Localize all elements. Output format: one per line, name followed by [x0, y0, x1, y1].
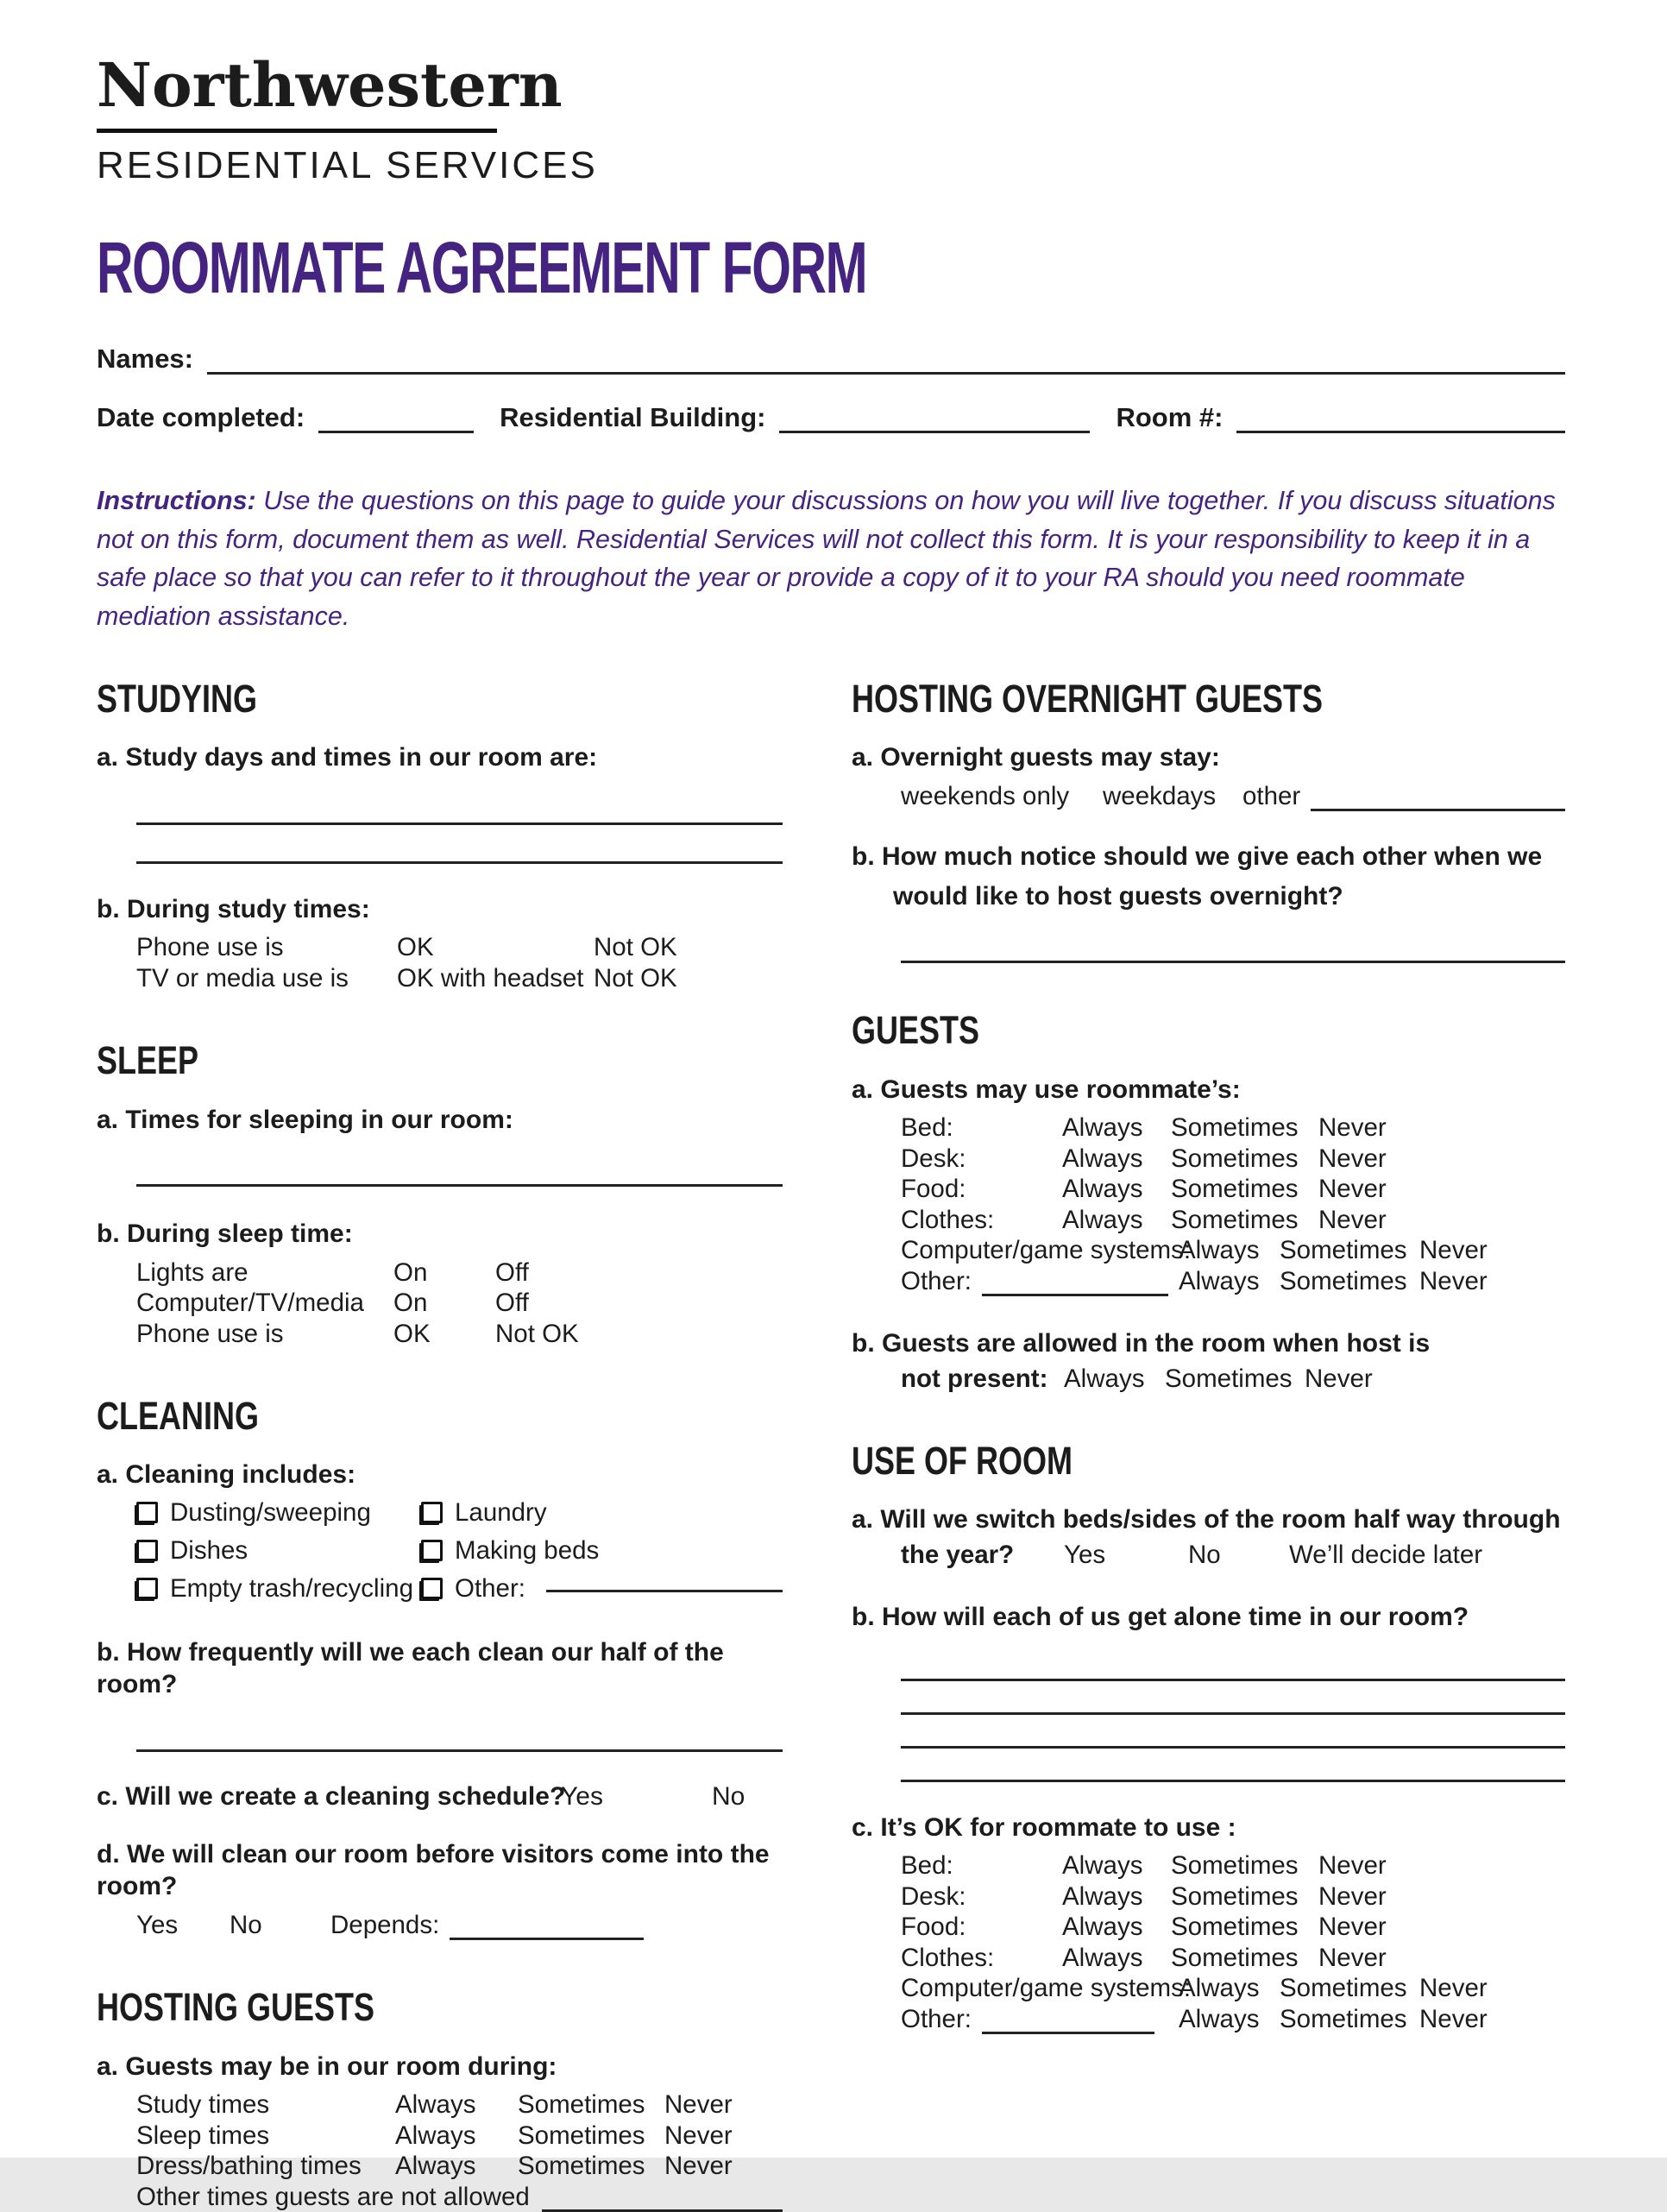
overnight-options-row	[901, 781, 1565, 812]
option[interactable]: Sometimes	[1171, 1175, 1299, 1204]
option[interactable]: Always	[1062, 1175, 1143, 1204]
option[interactable]: Sometimes	[1171, 1913, 1299, 1942]
hosting-guests-question-a: a. Guests may be in our room during:	[97, 2051, 557, 2081]
row-label: Phone use is	[136, 933, 284, 962]
option[interactable]: Always	[1179, 1974, 1260, 2003]
checkbox-label: Dishes	[170, 1535, 248, 1565]
checkbox-icon[interactable]	[136, 1540, 158, 1561]
option[interactable]: We’ll decide later	[1289, 1540, 1483, 1569]
names-label: Names:	[97, 343, 193, 374]
writein-line[interactable]	[901, 919, 1565, 963]
option[interactable]: Sometimes	[1280, 1974, 1407, 2003]
other-times-row	[136, 2182, 783, 2212]
option[interactable]: On	[393, 1289, 428, 1318]
section-sleep	[97, 1040, 783, 1349]
instructions-paragraph	[97, 482, 1565, 635]
sleep-heading: SLEEP	[97, 1038, 199, 1083]
option[interactable]: Yes	[136, 1910, 179, 1939]
row-label: Clothes:	[901, 1205, 995, 1234]
row-label: Sleep times	[136, 2121, 270, 2150]
option-row	[901, 1174, 1565, 1205]
option-row	[901, 1144, 1565, 1175]
overnight-question-a: a. Overnight guests may stay:	[852, 743, 1220, 772]
header	[97, 49, 1565, 308]
overnight-heading: HOSTING OVERNIGHT GUESTS	[852, 677, 1324, 722]
option[interactable]: No	[1188, 1540, 1221, 1569]
option[interactable]: Sometimes	[518, 2121, 645, 2150]
writein-line[interactable]	[136, 781, 783, 825]
division-title: RESIDENTIAL SERVICES	[97, 144, 598, 186]
studying-question-a: a. Study days and times in our room are:	[97, 743, 598, 772]
sleep-question-a: a. Times for sleeping in our room:	[97, 1105, 513, 1134]
checkbox-icon[interactable]	[421, 1540, 443, 1561]
other-option	[1242, 781, 1565, 812]
studying-question-b: b. During study times:	[97, 894, 370, 923]
option-row	[901, 1266, 1565, 1297]
writein-line[interactable]	[901, 1749, 1565, 1782]
option[interactable]: Sometimes	[1171, 1851, 1299, 1881]
option[interactable]: Sometimes	[1171, 1144, 1299, 1173]
row-label: Other:	[901, 1266, 972, 1295]
option[interactable]: Always	[395, 2121, 476, 2150]
option[interactable]: Always	[1064, 1364, 1145, 1393]
option[interactable]: Never	[1318, 1913, 1387, 1942]
row-label: Desk:	[901, 1881, 966, 1911]
option-row	[901, 1912, 1565, 1943]
option[interactable]: No	[712, 1781, 745, 1811]
option[interactable]: Always	[395, 2152, 476, 2181]
option-row	[136, 2121, 783, 2152]
option[interactable]: Sometimes	[518, 2152, 645, 2181]
row-label: TV or media use is	[136, 963, 349, 993]
option[interactable]: OK	[397, 933, 434, 962]
row-label: Food:	[901, 1913, 966, 1942]
option[interactable]: Off	[495, 1257, 529, 1287]
option[interactable]: Never	[1318, 1175, 1387, 1204]
option[interactable]: Never	[1419, 1236, 1488, 1265]
cleaning-question-a: a. Cleaning includes:	[97, 1460, 356, 1490]
overnight-question-b-line1: b. How much notice should we give each other when we	[852, 842, 1543, 872]
option[interactable]: Never	[1419, 1974, 1488, 2003]
row-label: Clothes:	[901, 1943, 995, 1972]
other-writein-line[interactable]	[546, 1585, 783, 1592]
option[interactable]: Never	[1318, 1205, 1387, 1234]
names-row	[97, 343, 1565, 375]
instructions-label: Instructions:	[97, 486, 256, 515]
row-label: Food:	[901, 1175, 966, 1204]
option[interactable]: Always	[1062, 1113, 1143, 1143]
option-row	[901, 1112, 1565, 1144]
option[interactable]: Always	[1179, 1236, 1260, 1265]
section-use-of-room	[852, 1440, 1565, 2034]
option[interactable]: Always	[1062, 1881, 1143, 1911]
names-writein-line[interactable]	[207, 365, 1565, 375]
option[interactable]: Never	[1419, 1266, 1488, 1295]
checkbox-icon[interactable]	[421, 1578, 443, 1599]
studying-heading: STUDYING	[97, 677, 258, 722]
use-of-room-question-a-options	[901, 1540, 1565, 1571]
checkbox-icon[interactable]	[421, 1502, 443, 1523]
left-column	[97, 678, 783, 2212]
option[interactable]: Never	[1318, 1881, 1387, 1911]
option[interactable]: Never	[1318, 1851, 1387, 1881]
option[interactable]: Sometimes	[1171, 1881, 1299, 1911]
writein-line[interactable]	[901, 1681, 1565, 1715]
checkbox-label: Other:	[455, 1573, 525, 1603]
date-completed-label: Date completed:	[97, 402, 305, 432]
use-of-room-question-b: b. How will each of us get alone time in our room?	[852, 1603, 1469, 1632]
cleaning-question-d-options	[136, 1910, 783, 1941]
option[interactable]: OK with headset	[397, 963, 584, 993]
option-row	[901, 2004, 1565, 2035]
other-writein-line[interactable]	[1311, 804, 1565, 811]
section-cleaning	[97, 1396, 783, 1940]
option[interactable]: Always	[1062, 1943, 1143, 1972]
depends-writein-line[interactable]	[450, 1932, 644, 1940]
checkbox-item	[136, 1574, 421, 1604]
date-row	[97, 402, 1565, 433]
cleaning-heading: CLEANING	[97, 1394, 259, 1439]
option-row	[901, 1235, 1565, 1266]
option[interactable]: Never	[1305, 1364, 1373, 1393]
cleaning-checkbox-grid	[136, 1498, 783, 1604]
row-label: Computer/game systems:	[901, 1236, 1192, 1265]
row-label: Lights are	[136, 1257, 248, 1287]
cleaning-question-c: c. Will we create a cleaning schedule?	[97, 1781, 566, 1811]
other-times-label: Other times guests are not allowed	[136, 2182, 530, 2211]
option-row	[901, 1881, 1565, 1913]
other-label-with-line	[901, 1266, 1179, 1297]
section-hosting-guests	[97, 1987, 783, 2212]
depends-option	[330, 1910, 783, 1941]
checkbox-icon[interactable]	[136, 1578, 158, 1599]
option[interactable]: Sometimes	[1171, 1113, 1299, 1143]
option[interactable]: Always	[1062, 1144, 1143, 1173]
option[interactable]: Not OK	[594, 963, 677, 993]
writein-line[interactable]	[136, 825, 783, 864]
option-row	[136, 2089, 783, 2121]
option[interactable]: Yes	[1064, 1540, 1106, 1569]
option-row	[901, 1205, 1565, 1236]
option[interactable]: other	[1242, 781, 1301, 810]
row-label: Bed:	[901, 1851, 953, 1881]
row-label: Study times	[136, 2090, 270, 2120]
form-title: ROOMMATE AGREEMENT FORM	[97, 227, 867, 308]
option-row	[901, 1850, 1565, 1881]
option-row	[136, 1288, 783, 1319]
checkbox-label: Dusting/sweeping	[170, 1497, 371, 1527]
checkbox-item	[421, 1498, 783, 1528]
option-row	[901, 1943, 1565, 1974]
other-writein-line[interactable]	[982, 2026, 1154, 2034]
option-row	[901, 1973, 1565, 2004]
guests-question-b-line1: b. Guests are allowed in the room when host is	[852, 1329, 1431, 1358]
option[interactable]: Sometimes	[1280, 1236, 1407, 1265]
option[interactable]: Sometimes	[1280, 1266, 1407, 1295]
row-label: Other:	[901, 2004, 972, 2033]
option[interactable]: Yes	[561, 1781, 603, 1811]
two-column-body	[97, 678, 1565, 2212]
writein-line[interactable]	[901, 1641, 1565, 1681]
option[interactable]: Not OK	[594, 933, 677, 962]
option[interactable]: Always	[395, 2090, 476, 2120]
checkbox-label: Laundry	[455, 1497, 547, 1527]
cleaning-question-b: b. How frequently will we each clean our half of the room?	[97, 1637, 724, 1699]
use-of-room-question-a-line1: a. Will we switch beds/sides of the room half way through	[852, 1505, 1561, 1535]
option[interactable]: Always	[1179, 1266, 1260, 1295]
guests-heading: GUESTS	[852, 1008, 980, 1053]
checkbox-label: Making beds	[455, 1535, 600, 1565]
option[interactable]: Never	[1318, 1113, 1387, 1143]
residential-building-label: Residential Building:	[500, 402, 766, 432]
guests-question-b-options	[901, 1364, 1565, 1395]
checkbox-item	[136, 1498, 421, 1528]
row-label: Phone use is	[136, 1319, 284, 1348]
option[interactable]: Sometimes	[1280, 2004, 1407, 2033]
use-of-room-heading: USE OF ROOM	[852, 1439, 1073, 1484]
writein-line[interactable]	[136, 1708, 783, 1752]
option-row	[136, 1319, 783, 1350]
checkbox-item	[421, 1574, 783, 1604]
option[interactable]: Sometimes	[1165, 1364, 1293, 1393]
option[interactable]: Always	[1062, 1205, 1143, 1234]
option-row	[136, 963, 783, 994]
row-label: Desk:	[901, 1144, 966, 1173]
other-times-writein-line[interactable]	[542, 2204, 783, 2212]
option[interactable]: Never	[1318, 1144, 1387, 1173]
instructions-text: Use the questions on this page to guide your discussions on how you will live together. If you discuss situations not on this form, document them as well. Residential Services will not collect this form. It is your responsibility to keep it in a safe place so that you can refer to it throughout the year or provide a copy of it to your RA should you need roommate mediation assistance.	[97, 486, 1556, 631]
section-guests	[852, 1010, 1565, 1394]
option[interactable]: Always	[1062, 1851, 1143, 1881]
northwestern-wordmark: Northwestern	[97, 49, 563, 121]
room-writein-line[interactable]	[1236, 424, 1565, 433]
checkbox-label: Empty trash/recycling	[170, 1573, 413, 1603]
use-of-room-question-c: c. It’s OK for roommate to use :	[852, 1812, 1236, 1842]
checkbox-item	[136, 1536, 421, 1566]
row-label: Computer/game systems:	[901, 1974, 1192, 2003]
cleaning-question-d: d. We will clean our room before visitors come into the room?	[97, 1839, 770, 1901]
writein-line[interactable]	[901, 1715, 1565, 1749]
option[interactable]: Always	[1179, 2004, 1260, 2033]
section-studying	[97, 678, 783, 993]
option[interactable]: Off	[495, 1289, 529, 1318]
option[interactable]: Never	[1419, 2004, 1488, 2033]
option[interactable]: Never	[664, 2090, 733, 2120]
option[interactable]: Never	[664, 2152, 733, 2181]
option[interactable]: No	[230, 1910, 262, 1939]
option[interactable]: OK	[393, 1319, 431, 1348]
date-writein-line[interactable]	[318, 424, 474, 433]
option[interactable]: weekdays	[1103, 781, 1217, 810]
option[interactable]: Sometimes	[1171, 1205, 1299, 1234]
option-row	[136, 2151, 783, 2182]
option-row	[136, 1257, 783, 1289]
not-present-label: not present:	[901, 1364, 1048, 1393]
option[interactable]: Not OK	[495, 1319, 579, 1348]
overnight-question-b-line2: would like to host guests overnight?	[893, 881, 1343, 911]
checkbox-icon[interactable]	[136, 1502, 158, 1523]
option[interactable]: weekends only	[901, 781, 1070, 810]
the-year-label: the year?	[901, 1540, 1015, 1569]
building-writein-line[interactable]	[779, 424, 1090, 433]
other-writein-line[interactable]	[982, 1289, 1168, 1296]
cleaning-question-c-row	[97, 1781, 783, 1812]
room-number-label: Room #:	[1116, 402, 1224, 432]
option[interactable]: On	[393, 1257, 428, 1287]
option[interactable]: Depends:	[330, 1910, 440, 1939]
section-hosting-overnight-guests	[852, 678, 1565, 963]
wordmark-underline	[97, 129, 497, 133]
row-label: Dress/bathing times	[136, 2152, 362, 2181]
row-label: Computer/TV/media	[136, 1289, 364, 1318]
option[interactable]: Sometimes	[518, 2090, 645, 2120]
hosting-guests-heading: HOSTING GUESTS	[97, 1985, 375, 2030]
option[interactable]: Never	[1318, 1943, 1387, 1972]
right-column	[852, 678, 1565, 2034]
guests-question-a: a. Guests may use roommate’s:	[852, 1074, 1241, 1104]
checkbox-item	[421, 1536, 783, 1566]
sleep-question-b: b. During sleep time:	[97, 1219, 353, 1249]
option[interactable]: Sometimes	[1171, 1943, 1299, 1972]
option-row	[136, 932, 783, 963]
row-label: Bed:	[901, 1113, 953, 1143]
option[interactable]: Never	[664, 2121, 733, 2150]
option[interactable]: Always	[1062, 1913, 1143, 1942]
writein-line[interactable]	[136, 1143, 783, 1187]
other-label-with-line	[901, 2004, 1179, 2035]
